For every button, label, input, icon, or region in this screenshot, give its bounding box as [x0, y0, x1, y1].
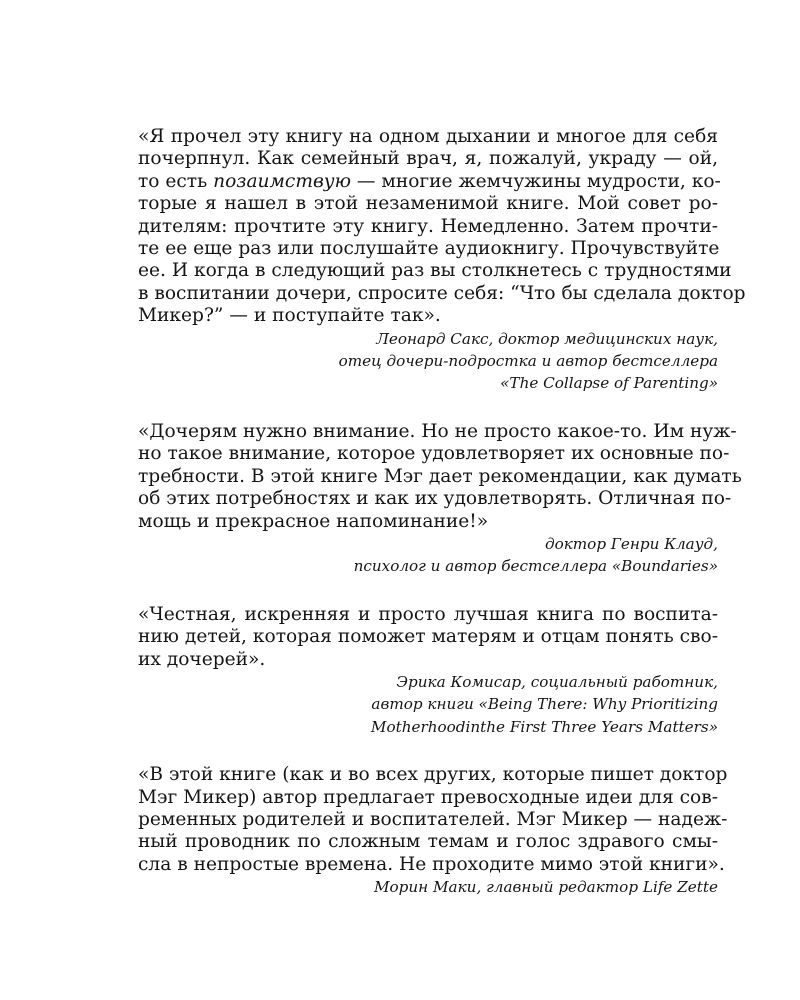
- endorsements-page: [138, 126, 746, 925]
- quote-line: в воспитании дочери, спросите себя: “Что бы сделала доктор: [138, 282, 746, 304]
- quote-line-fragment: — многие жемчужины мудрости, ко-: [350, 170, 721, 192]
- endorsement-attribution: [138, 328, 718, 395]
- endorsement-quote: [138, 604, 718, 671]
- quote-line: ременных родителей и воспитателей. Мэг Микер — надеж-: [138, 808, 728, 830]
- endorsement-quote: [138, 764, 728, 876]
- endorsement-quote: [138, 126, 746, 328]
- quote-line: ее. И когда в следующий раз вы столкнетесь с трудностями: [138, 260, 732, 282]
- attribution-line: автор книги «Being There: Why Prioritizing: [371, 695, 718, 714]
- endorsement-1: [138, 126, 746, 395]
- quote-line: те ее еще раз или послушайте аудиокнигу. Прочувствуйте: [138, 238, 720, 260]
- quote-line: [138, 170, 721, 193]
- quote-line-fragment: то есть: [138, 170, 214, 192]
- quote-line: Мэг Микер) автор предлагает превосходные идеи для сов-: [138, 786, 718, 808]
- endorsement-attribution: [138, 671, 718, 738]
- quote-line: сла в непростые времена. Не проходите мимо этой книги».: [138, 853, 725, 875]
- attribution-line: Леонард Сакс, доктор медицинских наук,: [376, 329, 718, 348]
- quote-line: их дочерей».: [138, 648, 266, 670]
- endorsement-4: [138, 764, 728, 898]
- endorsement-attribution: [138, 533, 718, 578]
- quote-line: мощь и прекрасное напоминание!»: [138, 510, 489, 532]
- quote-line: требности. В этой книге Мэг дает рекомендации, как думать: [138, 465, 742, 487]
- attribution-line: Эрика Комисар, социальный работник,: [396, 672, 718, 691]
- endorsement-2: [138, 420, 742, 578]
- endorsement-3: [138, 604, 718, 738]
- quote-line: «В этой книге (как и во всех других, которые пишет доктор: [138, 764, 728, 786]
- quote-line: торые я нашел в этой незаменимой книге. Мой совет ро-: [138, 193, 718, 215]
- quote-line: об этих потребностях и как их удовлетворять. Отличная по-: [138, 488, 732, 510]
- quote-line: ный проводник по сложным темам и голос здравого смы-: [138, 831, 718, 853]
- quote-line: «Честная, искренняя и просто лучшая книга по воспита-: [138, 603, 718, 625]
- attribution-line: психолог и автор бестселлера «Boundaries»: [353, 557, 718, 576]
- quote-emphasis: позаимствую: [213, 170, 351, 192]
- attribution-line: Морин Маки, главный редактор Life Zette: [373, 878, 718, 897]
- quote-line: «Дочерям нужно внимание. Но не просто какое-то. Им нуж-: [138, 420, 737, 442]
- endorsement-quote: [138, 420, 742, 533]
- quote-line: Микер?” — и поступайте так».: [138, 305, 441, 327]
- quote-line: но такое внимание, которое удовлетворяет их основные по-: [138, 443, 730, 465]
- attribution-line: «The Collapse of Parenting»: [500, 374, 718, 393]
- quote-line: нию детей, которая поможет матерям и отцам понять сво-: [138, 626, 718, 648]
- attribution-line: отец дочери-подростка и автор бестселлера: [338, 352, 718, 371]
- attribution-line: Motherhoodinthe First Three Years Matters»: [370, 717, 718, 736]
- attribution-line: доктор Генри Клауд,: [544, 534, 718, 553]
- quote-line: дителям: прочтите эту книгу. Немедленно. Затем прочти-: [138, 215, 718, 237]
- endorsement-attribution: [138, 876, 718, 898]
- quote-line: «Я прочел эту книгу на одном дыхании и многое для себя: [138, 126, 718, 147]
- quote-line: почерпнул. Как семейный врач, я, пожалуй, украду — ой,: [138, 148, 718, 170]
